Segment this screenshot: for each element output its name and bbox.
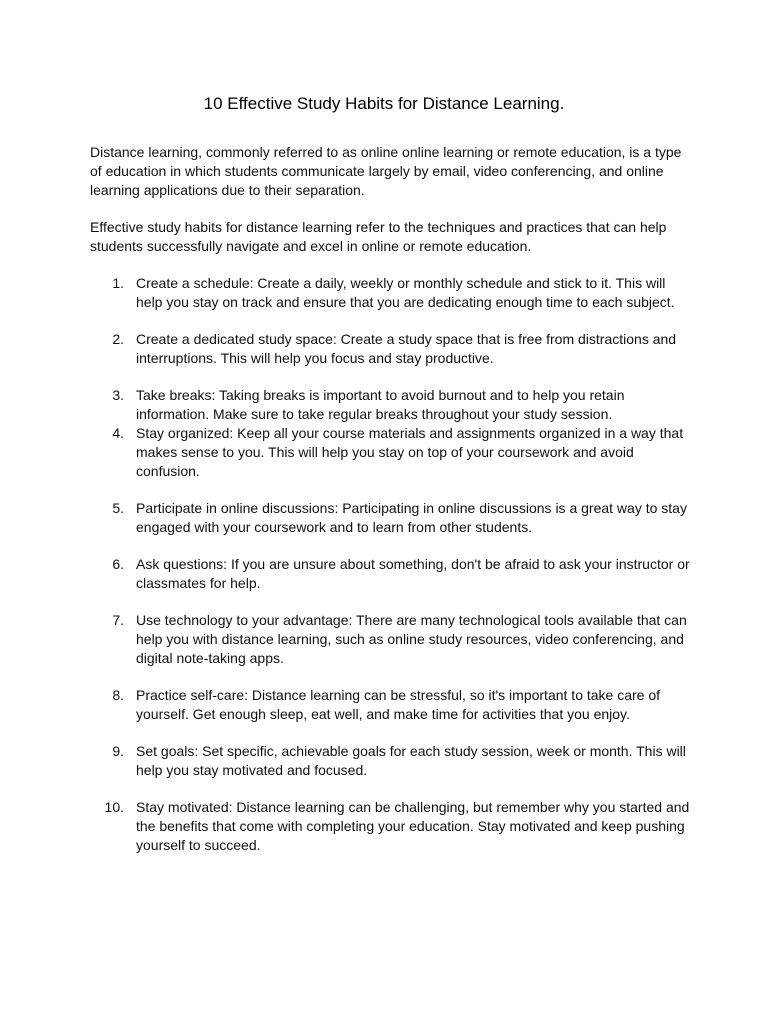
list-item xyxy=(90,798,690,855)
list-item xyxy=(90,386,690,424)
list-item xyxy=(90,499,690,537)
list-item-text: Participate in online discussions: Participating in online discussions is a great way to stay engaged with your coursework and to learn from other students. xyxy=(136,500,687,535)
list-item xyxy=(90,555,690,593)
list-item xyxy=(90,330,690,368)
document-title: 10 Effective Study Habits for Distance Learning. xyxy=(203,94,565,113)
list-item xyxy=(90,274,690,312)
definition-paragraph: Effective study habits for distance learning refer to the techniques and practices that can help students successfully navigate and excel in online or remote education. xyxy=(90,219,667,254)
list-item-number: 2. xyxy=(112,331,124,347)
list-item-text: Practice self-care: Distance learning can be stressful, so it's important to take care of yourself. Get enough sleep, eat well, and make time for activities that you enjoy. xyxy=(136,687,661,722)
list-item-number: 8. xyxy=(112,687,124,703)
list-item-text: Create a dedicated study space: Create a study space that is free from distractions and interruptions. This will help you focus and stay productive. xyxy=(136,331,677,366)
list-item xyxy=(90,424,690,481)
list-item xyxy=(90,611,690,668)
list-item-text: Ask questions: If you are unsure about something, don't be afraid to ask your instructor or classmates for help. xyxy=(136,556,690,591)
list-item-number: 1. xyxy=(112,275,124,291)
list-item-number: 5. xyxy=(112,500,124,516)
list-item-number: 6. xyxy=(112,556,124,572)
study-habits-list xyxy=(90,274,690,855)
list-item-text: Stay motivated: Distance learning can be challenging, but remember why you started and the benefits that come with completing your education. Stay motivated and keep pushing yourself to succeed. xyxy=(136,799,690,853)
intro-paragraph: Distance learning, commonly referred to as online online learning or remote education, is a type of education in which students communicate largely by email, video conferencing, and online learning applications due to their separation. xyxy=(90,144,682,198)
list-item-number: 3. xyxy=(112,387,124,403)
list-item-text: Set goals: Set specific, achievable goals for each study session, week or month. This will help you stay motivated and focused. xyxy=(136,743,686,778)
list-item-text: Take breaks: Taking breaks is important to avoid burnout and to help you retain information. Make sure to take regular breaks throughout your study session. xyxy=(136,387,625,422)
list-item-number: 7. xyxy=(112,612,124,628)
list-item-number: 4. xyxy=(112,425,124,441)
list-item xyxy=(90,686,690,724)
list-item-text: Create a schedule: Create a daily, weekly or monthly schedule and stick to it. This will help you stay on track and ensure that you are dedicating enough time to each subject. xyxy=(136,275,675,310)
list-item-number: 9. xyxy=(112,743,124,759)
list-item-text: Stay organized: Keep all your course materials and assignments organized in a way that makes sense to you. This will help you stay on top of your coursework and avoid confusion. xyxy=(136,425,684,479)
list-item-text: Use technology to your advantage: There are many technological tools available that can help you with distance learning, such as online study resources, video conferencing, and digital note-taking apps. xyxy=(136,612,687,666)
list-item xyxy=(90,742,690,780)
list-item-number: 10. xyxy=(104,799,124,815)
